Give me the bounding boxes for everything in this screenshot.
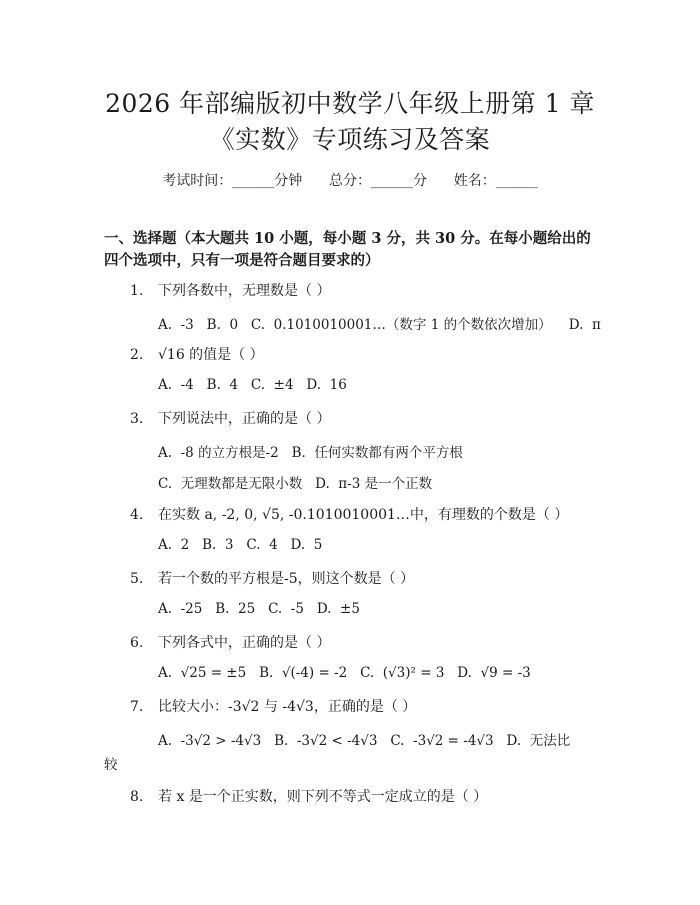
question-3-options-line-1: A. -8 的立方根是-2 B. 任何实数都有两个平方根 (158, 445, 463, 461)
question-number: 3. (130, 411, 144, 427)
question-number: 6. (130, 635, 144, 651)
exam-info-line: 考试时间：______分钟 总分：______分 姓名：______ (162, 173, 538, 189)
question-6 (130, 632, 330, 652)
question-number: 4. (130, 507, 144, 523)
question-5 (130, 568, 414, 588)
question-2-options: A. -4 B. 4 C. ±4 D. 16 (158, 377, 347, 393)
question-3 (130, 408, 330, 428)
question-4 (130, 504, 568, 524)
question-1-options: A. -3 B. 0 C. 0.1010010001…（数字 1 的个数依次增加） D. π (158, 317, 601, 333)
question-2 (130, 344, 264, 364)
question-7-options: A. -3√2 > -4√3 B. -3√2 < -4√3 C. -3√2 = -4√3 D. 无法比 (158, 733, 571, 749)
question-number: 7. (130, 699, 144, 715)
question-text: 若一个数的平方根是-5，则这个数是（ ） (158, 571, 415, 587)
question-text: 下列各数中，无理数是（ ） (158, 283, 331, 299)
question-6-options: A. √25 = ±5 B. √(-4) = -2 C. (√3)² = 3 D. √9 = -3 (158, 665, 531, 681)
question-number: 5. (130, 571, 144, 587)
question-text: 若 x 是一个正实数，则下列不等式一定成立的是（ ） (158, 789, 488, 805)
question-7 (130, 696, 416, 716)
section-heading: 一、选择题（本大题共 10 小题，每小题 3 分，共 30 分。在每小题给出的四个选项中，只有一项是符合题目要求的） (104, 230, 591, 269)
document-title-line-2: 《实数》专项练习及答案 (209, 125, 491, 154)
question-7-options-wrap: 较 (104, 757, 118, 773)
question-number: 8. (130, 789, 144, 805)
question-4-options: A. 2 B. 3 C. 4 D. 5 (158, 537, 323, 553)
document-title-line-1: 2026 年部编版初中数学八年级上册第 1 章 (105, 89, 595, 118)
question-text: 下列各式中，正确的是（ ） (158, 635, 331, 651)
question-8 (130, 786, 487, 806)
question-number: 1. (130, 283, 144, 299)
question-number: 2. (130, 347, 144, 363)
question-1 (130, 280, 330, 300)
question-5-options: A. -25 B. 25 C. -5 D. ±5 (158, 601, 360, 617)
question-text: 在实数 a, -2, 0, √5, -0.1010010001…中，有理数的个数是（ ） (158, 507, 569, 523)
question-text: 比较大小：-3√2 与 -4√3，正确的是（ ） (158, 699, 417, 715)
question-text: 下列说法中，正确的是（ ） (158, 411, 331, 427)
question-3-options-line-2: C. 无理数都是无限小数 D. π-3 是一个正数 (158, 476, 433, 492)
question-text: √16 的值是（ ） (158, 347, 264, 363)
